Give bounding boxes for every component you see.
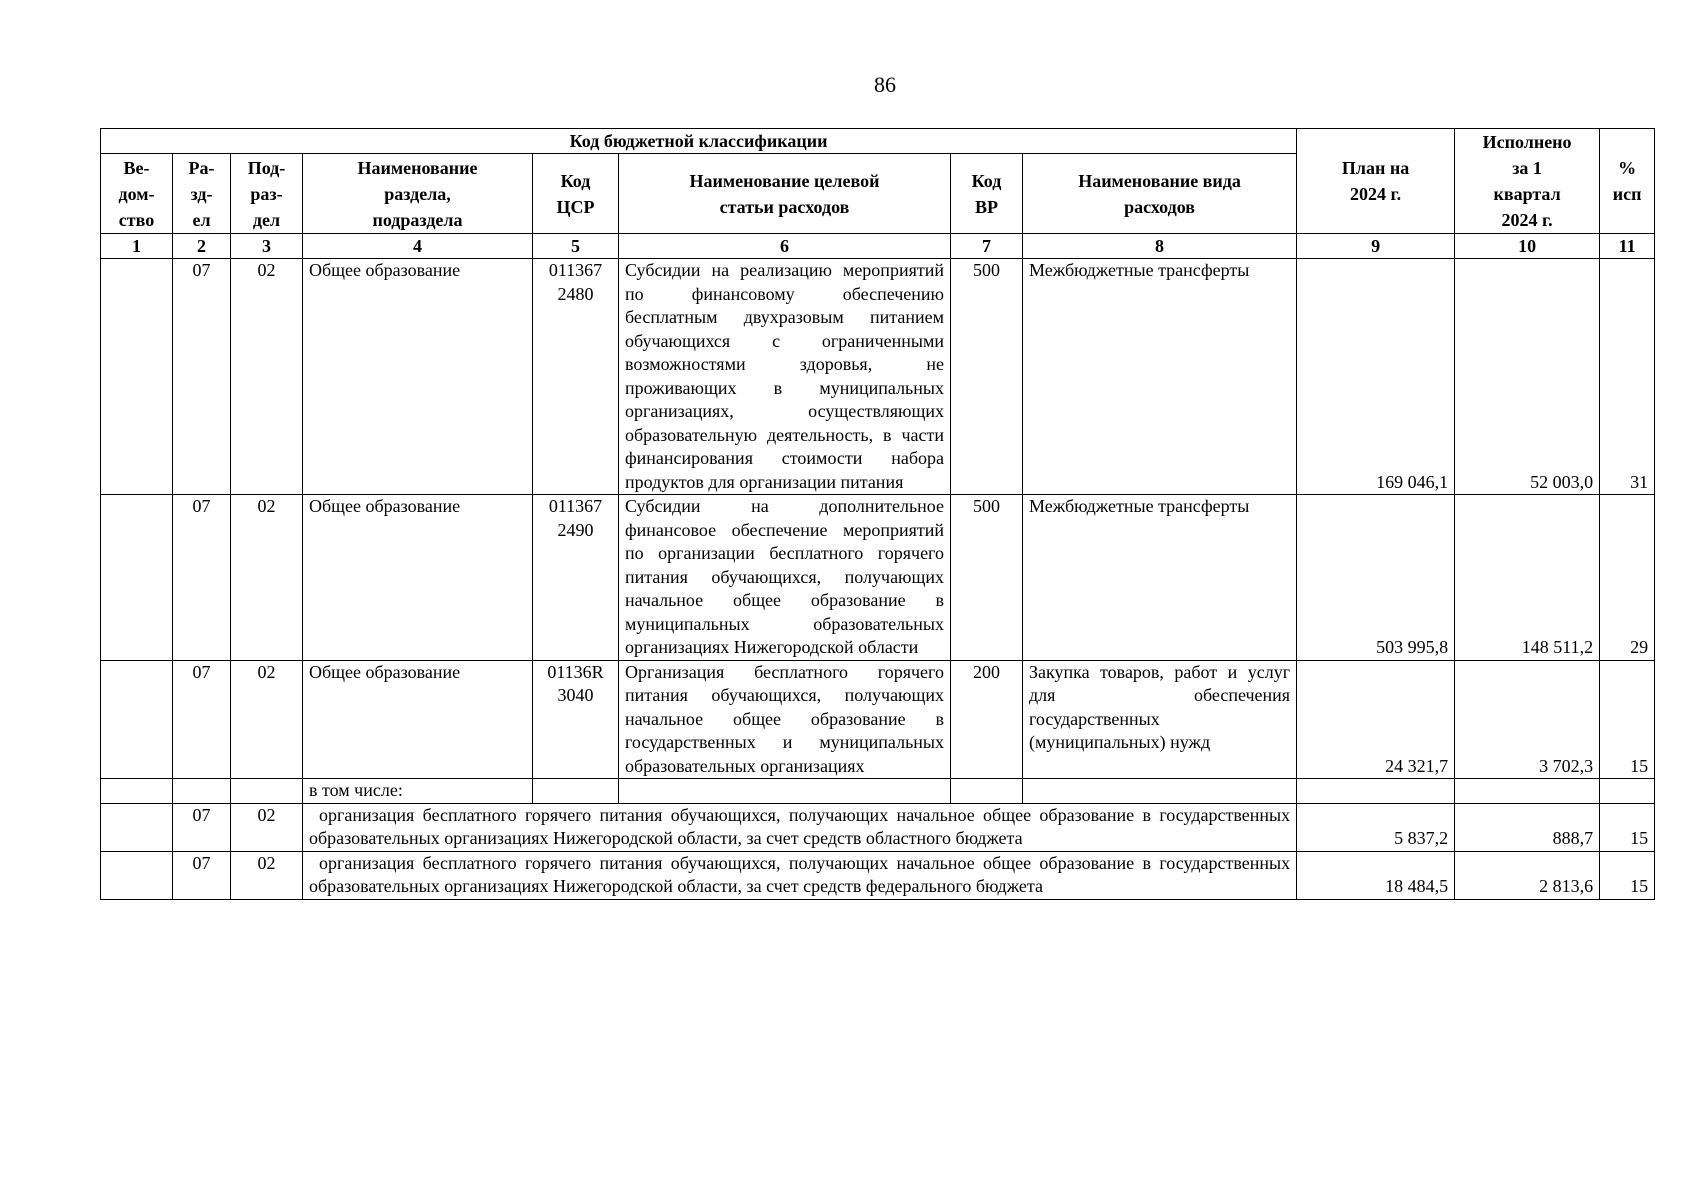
col-index: 1 — [101, 234, 173, 259]
executed-cell: 148 511,2 — [1455, 495, 1600, 661]
vedomstvo-cell — [101, 803, 173, 851]
col-header-razdel: Ра- зд- ел — [173, 154, 231, 234]
executed-cell: 3 702,3 — [1455, 660, 1600, 779]
executed-cell: 888,7 — [1455, 803, 1600, 851]
budget-table — [100, 128, 1655, 900]
empty-cell — [101, 779, 173, 804]
percent-cell: 15 — [1600, 803, 1655, 851]
empty-cell — [1600, 779, 1655, 804]
vr-cell: 500 — [951, 495, 1023, 661]
table-row — [101, 495, 1655, 661]
percent-cell: 15 — [1600, 851, 1655, 899]
podrazdel-cell: 02 — [231, 851, 303, 899]
section-name-cell: Общее образование — [303, 259, 533, 495]
section-name-cell: Общее образование — [303, 660, 533, 779]
including-label: в том числе: — [303, 779, 533, 804]
target-name-cell: Организация бесплатного горячего питания обучающихся, получающих начальное общее образование в государственных и муниципальных образовательных организациях — [619, 660, 951, 779]
page-number: 86 — [874, 72, 896, 97]
table-row — [101, 660, 1655, 779]
executed-cell: 52 003,0 — [1455, 259, 1600, 495]
col-index: 10 — [1455, 234, 1600, 259]
col-index: 4 — [303, 234, 533, 259]
col-header-vr: Код ВР — [951, 154, 1023, 234]
sub-row-description: организация бесплатного горячего питания обучающихся, получающих начальное общее образование в государственных образовательных организациях Нижегородской области, за счет средств областного бюджета — [303, 803, 1297, 851]
executed-cell: 2 813,6 — [1455, 851, 1600, 899]
podrazdel-cell: 02 — [231, 660, 303, 779]
col-index: 3 — [231, 234, 303, 259]
expense-type-cell: Межбюджетные трансферты — [1023, 259, 1297, 495]
plan-cell: 18 484,5 — [1297, 851, 1455, 899]
vedomstvo-cell — [101, 495, 173, 661]
target-name-cell: Субсидии на реализацию мероприятий по финансовому обеспечению бесплатным двухразовым питанием обучающихся с ограниченными возможностями здоровья, не проживающих в муниципальных организациях, осуществляющих образовательную деятельность, в части финансирования стоимости набора продуктов для организации питания — [619, 259, 951, 495]
razdel-cell: 07 — [173, 495, 231, 661]
expense-type-cell: Межбюджетные трансферты — [1023, 495, 1297, 661]
vedomstvo-cell — [101, 259, 173, 495]
razdel-cell: 07 — [173, 259, 231, 495]
podrazdel-cell: 02 — [231, 259, 303, 495]
sub-row — [101, 851, 1655, 899]
empty-cell — [1455, 779, 1600, 804]
vr-cell: 500 — [951, 259, 1023, 495]
col-index: 6 — [619, 234, 951, 259]
col-index: 7 — [951, 234, 1023, 259]
percent-cell: 15 — [1600, 660, 1655, 779]
expense-type-cell: Закупка товаров, работ и услуг для обеспечения государственных (муниципальных) нужд — [1023, 660, 1297, 779]
col-header-percent: % исп — [1600, 129, 1655, 234]
podrazdel-cell: 02 — [231, 495, 303, 661]
csr-cell: 011367 2480 — [533, 259, 619, 495]
empty-cell — [619, 779, 951, 804]
col-header-vedomstvo: Ве- дом- ство — [101, 154, 173, 234]
col-index: 8 — [1023, 234, 1297, 259]
col-header-section-name: Наименование раздела, подраздела — [303, 154, 533, 234]
col-header-target-name: Наименование целевой статьи расходов — [619, 154, 951, 234]
section-name-cell: Общее образование — [303, 495, 533, 661]
plan-cell: 503 995,8 — [1297, 495, 1455, 661]
vedomstvo-cell — [101, 851, 173, 899]
col-header-executed: Исполнено за 1 квартал 2024 г. — [1455, 129, 1600, 234]
podrazdel-cell: 02 — [231, 803, 303, 851]
sub-row-description: организация бесплатного горячего питания обучающихся, получающих начальное общее образование в государственных образовательных организациях Нижегородской области, за счет средств федерального бюджета — [303, 851, 1297, 899]
target-name-cell: Субсидии на дополнительное финансовое обеспечение мероприятий по организации бесплатного горячего питания обучающихся, получающих начальное общее образование в муниципальных образовательных организациях Нижегородской области — [619, 495, 951, 661]
percent-cell: 29 — [1600, 495, 1655, 661]
razdel-cell: 07 — [173, 803, 231, 851]
plan-cell: 24 321,7 — [1297, 660, 1455, 779]
col-index: 9 — [1297, 234, 1455, 259]
razdel-cell: 07 — [173, 851, 231, 899]
razdel-cell: 07 — [173, 660, 231, 779]
sub-row — [101, 803, 1655, 851]
csr-cell: 011367 2490 — [533, 495, 619, 661]
empty-cell — [1023, 779, 1297, 804]
percent-cell: 31 — [1600, 259, 1655, 495]
col-header-csr: Код ЦСР — [533, 154, 619, 234]
col-header-podrazdel: Под- раз- дел — [231, 154, 303, 234]
header-row-group — [101, 129, 1655, 154]
col-index: 5 — [533, 234, 619, 259]
empty-cell — [951, 779, 1023, 804]
empty-cell — [231, 779, 303, 804]
csr-cell: 01136R 3040 — [533, 660, 619, 779]
col-index: 2 — [173, 234, 231, 259]
vr-cell: 200 — [951, 660, 1023, 779]
table-row — [101, 259, 1655, 495]
budget-classification-header: Код бюджетной классификации — [101, 129, 1297, 154]
plan-cell: 5 837,2 — [1297, 803, 1455, 851]
plan-cell: 169 046,1 — [1297, 259, 1455, 495]
col-index: 11 — [1600, 234, 1655, 259]
vedomstvo-cell — [101, 660, 173, 779]
column-index-row — [101, 234, 1655, 259]
empty-cell — [173, 779, 231, 804]
empty-cell — [1297, 779, 1455, 804]
col-header-expense-type: Наименование вида расходов — [1023, 154, 1297, 234]
col-header-plan: План на 2024 г. — [1297, 129, 1455, 234]
including-row — [101, 779, 1655, 804]
empty-cell — [533, 779, 619, 804]
